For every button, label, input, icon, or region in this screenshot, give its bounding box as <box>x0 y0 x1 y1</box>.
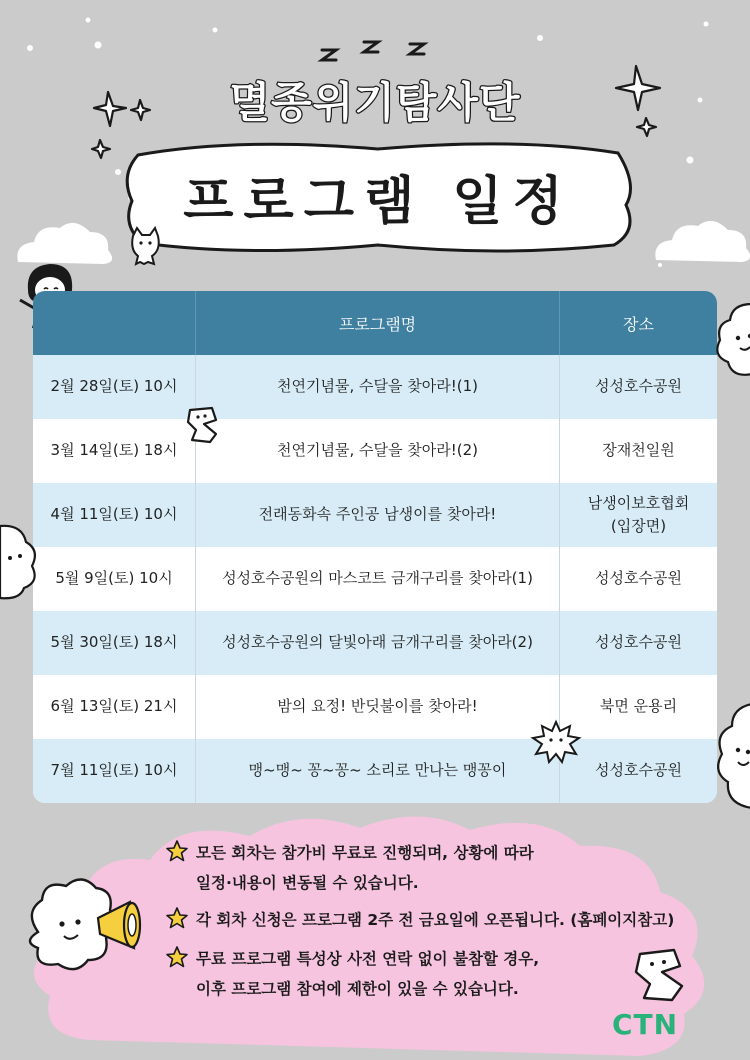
table-row <box>33 355 717 419</box>
table-header <box>33 291 717 355</box>
mascot-sticker-icon <box>186 404 220 446</box>
row-date: 4월 11일(토) 10시 <box>33 483 196 547</box>
table-row <box>33 483 717 547</box>
cloud-face-icon <box>0 522 40 602</box>
note-text-continued: 이후 프로그램 참여에 제한이 있을 수 있습니다. <box>196 980 519 998</box>
note-text: 무료 프로그램 특성상 사전 연락 없이 불참할 경우, <box>196 950 540 968</box>
cloud-face-icon <box>712 300 750 380</box>
table-row <box>33 547 717 611</box>
row-location: 성성호수공원 <box>595 569 682 588</box>
row-date: 2월 28일(토) 10시 <box>33 355 196 419</box>
sparkle-icon <box>92 140 110 158</box>
star-icon <box>166 840 188 862</box>
row-program: 성성호수공원의 마스코트 금개구리를 찾아라(1) <box>196 547 560 611</box>
zzz-mark <box>322 42 424 60</box>
title-banner <box>118 135 638 257</box>
table-row <box>33 739 717 803</box>
cloud-icon <box>646 208 750 268</box>
row-date: 6월 13일(토) 21시 <box>33 675 196 739</box>
row-location: 성성호수공원 <box>595 633 682 652</box>
star-icon <box>166 946 188 968</box>
note-text: 모든 회차는 참가비 무료로 진행되며, 상황에 따라 <box>196 844 534 862</box>
column-header-date <box>33 291 196 355</box>
megaphone-cloud-mascot-icon <box>18 872 148 982</box>
row-location: 장재천일원 <box>602 441 675 460</box>
star-icon <box>166 907 188 929</box>
row-date: 7월 11일(토) 10시 <box>33 739 196 803</box>
row-date: 3월 14일(토) 18시 <box>33 419 196 483</box>
column-header-location: 장소 <box>623 314 654 334</box>
table-row <box>33 675 717 739</box>
schedule-table <box>33 291 717 803</box>
row-date: 5월 9일(토) 10시 <box>33 547 196 611</box>
row-location: 성성호수공원 <box>595 377 682 396</box>
cat-mascot-icon <box>128 226 162 266</box>
column-header-program: 프로그램명 <box>196 291 560 355</box>
row-program: 전래동화속 주인공 남생이를 찾아라! <box>196 483 560 547</box>
ctn-logo: CTN <box>612 1008 679 1041</box>
program-series-title: 멸종위기탐사단 <box>229 78 521 127</box>
spiky-sticker-icon <box>530 718 582 764</box>
row-program: 밤의 요정! 반딧불이를 찾아라! <box>196 675 560 739</box>
row-date: 5월 30일(토) 18시 <box>33 611 196 675</box>
note-item <box>166 905 674 935</box>
row-location: 남생이보호협회 (입장면) <box>587 493 690 535</box>
note-text-continued: 일정·내용이 변동될 수 있습니다. <box>196 874 419 892</box>
table-row <box>33 419 717 483</box>
row-location: 북면 운용리 <box>599 697 678 716</box>
row-program: 천연기념물, 수달을 찾아라!(1) <box>196 355 560 419</box>
ctn-mascot-icon <box>634 946 690 1012</box>
row-program: 맹~맹~ 꽁~꽁~ 소리로 만나는 맹꽁이 <box>196 739 560 803</box>
row-program: 천연기념물, 수달을 찾아라!(2) <box>196 419 560 483</box>
row-program: 성성호수공원의 달빛아래 금개구리를 찾아라(2) <box>196 611 560 675</box>
page-title: 프로그램 일정 <box>183 172 573 232</box>
table-row <box>33 611 717 675</box>
note-item <box>166 944 539 1004</box>
note-text: 각 회차 신청은 프로그램 2주 전 금요일에 오픈됩니다. (홈페이지참고) <box>196 911 675 929</box>
table-body <box>33 355 717 803</box>
row-location: 성성호수공원 <box>595 761 682 780</box>
note-item <box>166 838 534 898</box>
